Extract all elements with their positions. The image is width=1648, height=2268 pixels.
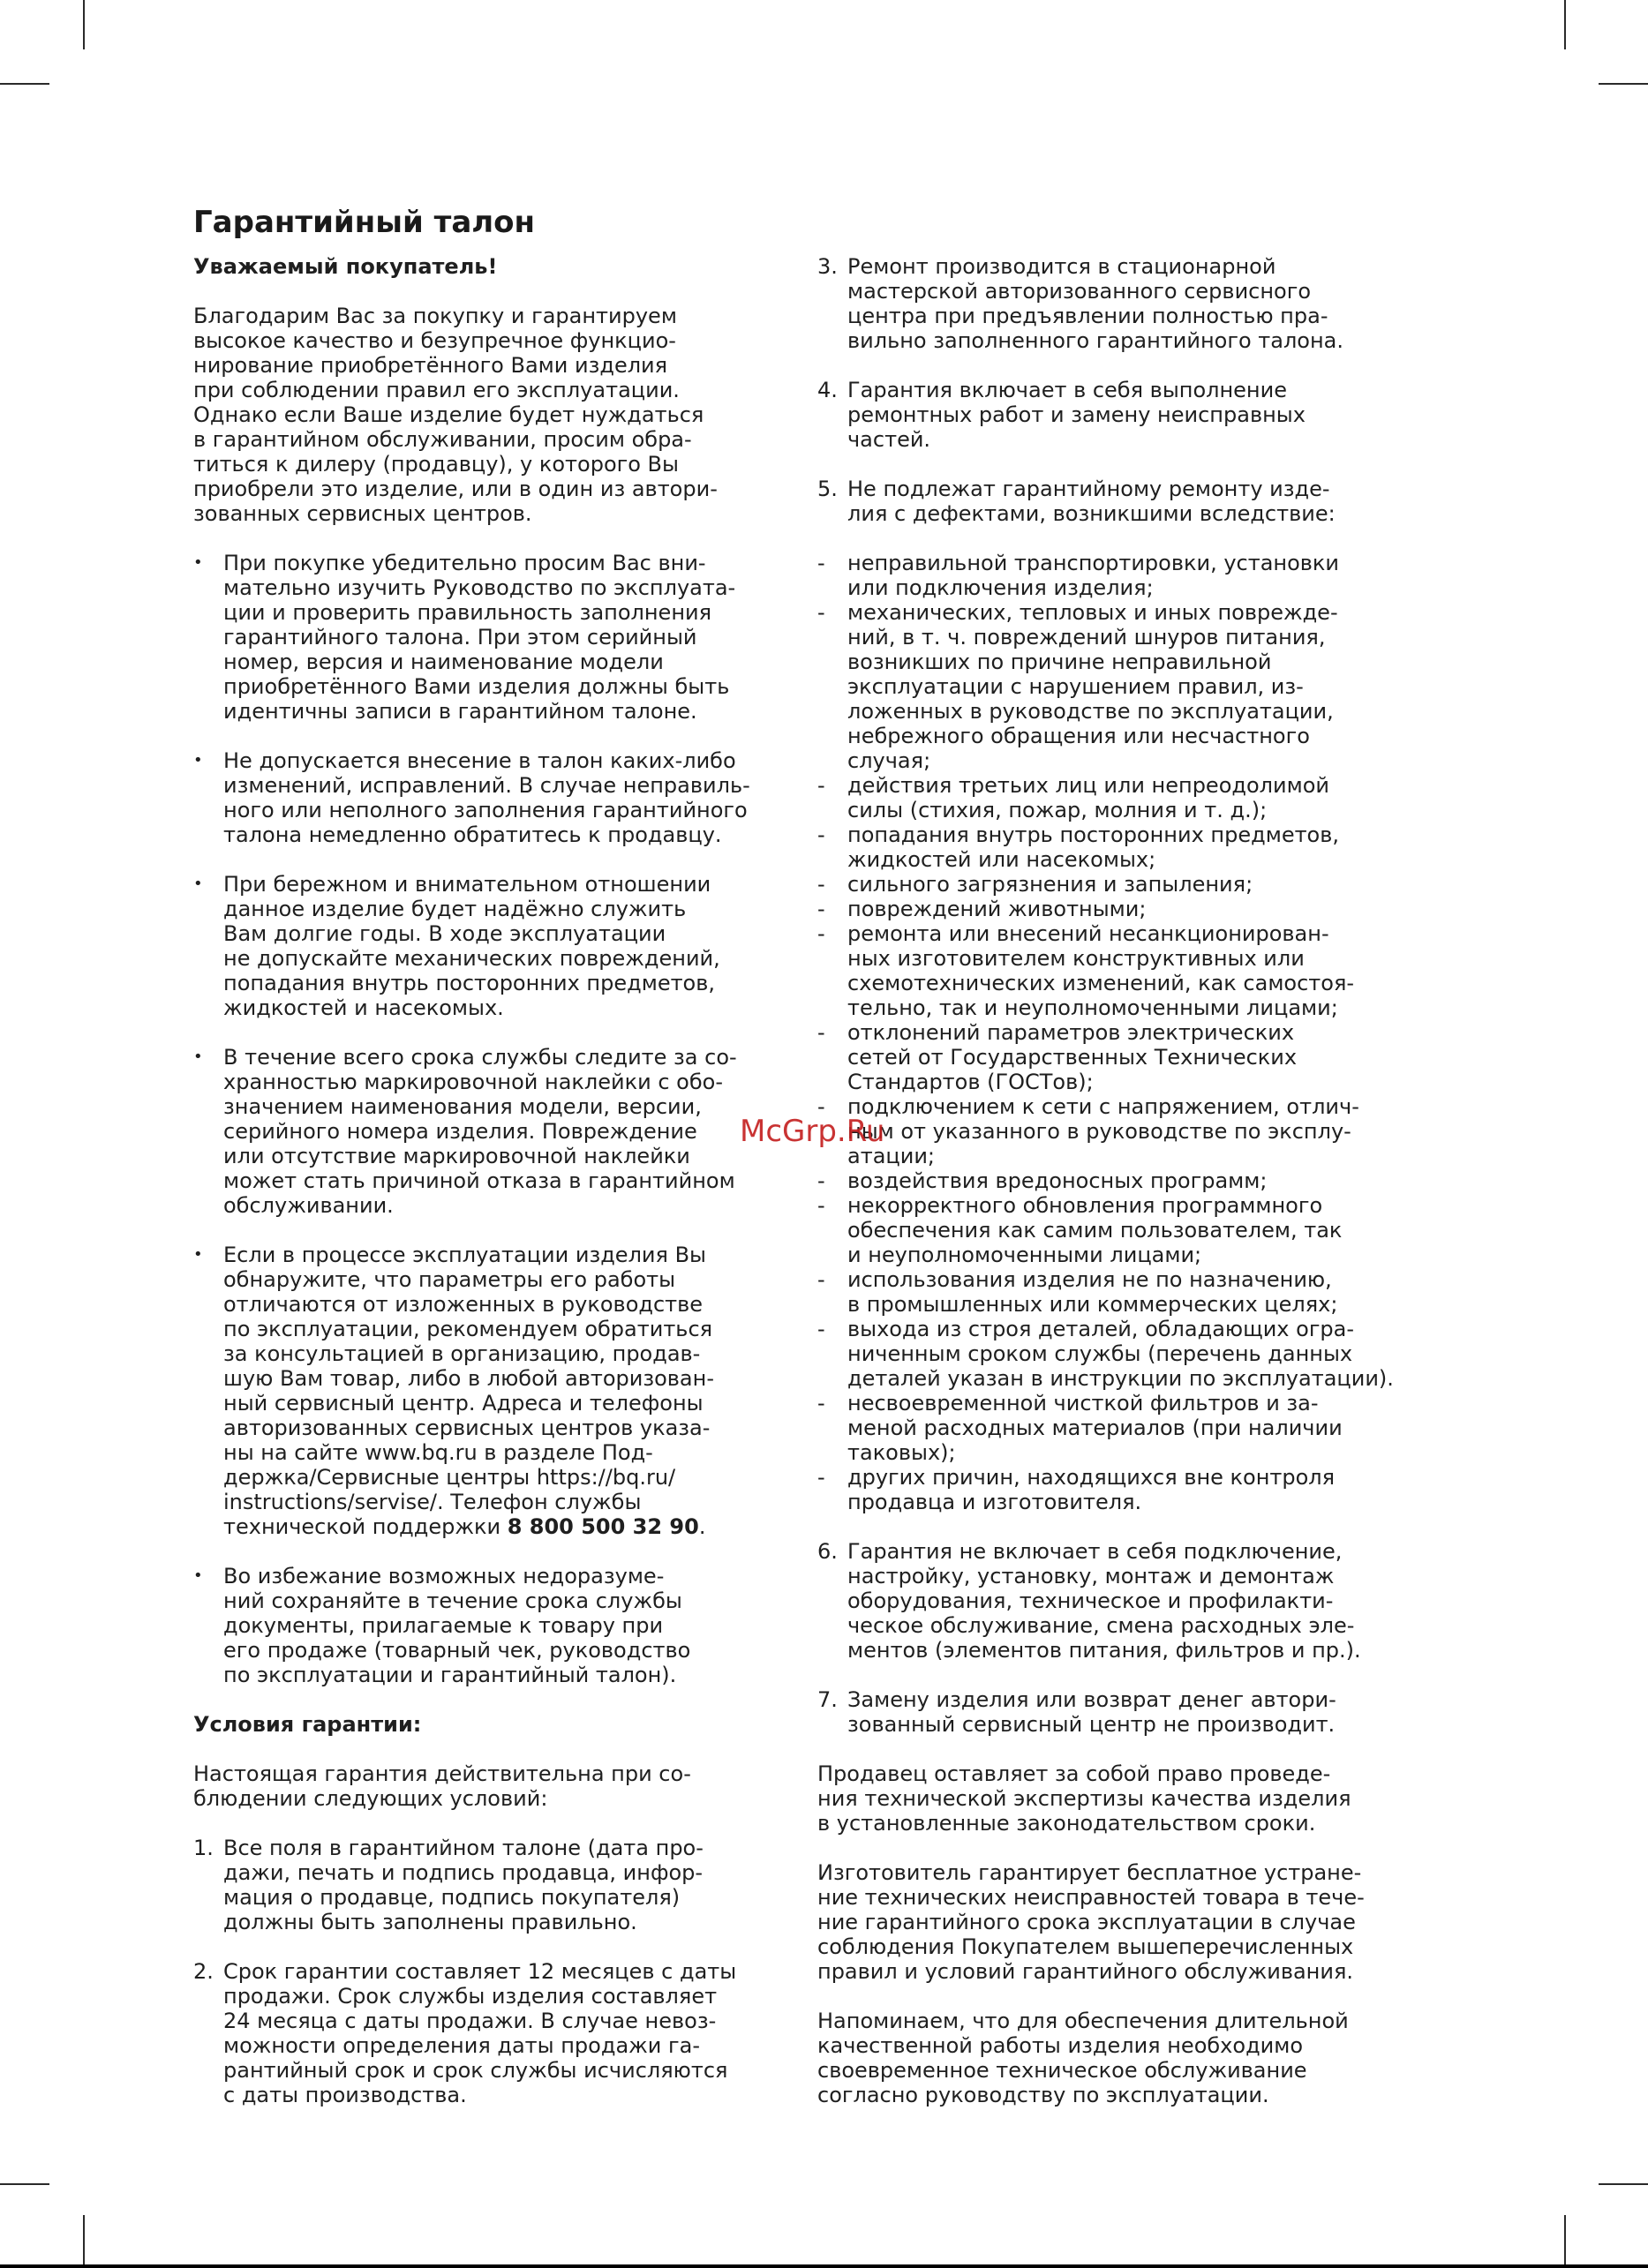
text-line: центра при предъявлении полностью пра- <box>847 304 1328 328</box>
text-line: своевременное техническое обслуживание <box>817 2058 1307 2083</box>
dash-text <box>847 551 1453 600</box>
text-line: мация о продавце, подпись покупателя) <box>223 1885 681 1910</box>
text-line: или отсутствие маркировочной наклейки <box>223 1144 690 1168</box>
text-line: изменений, исправлений. В случае неправиль- <box>223 773 750 798</box>
dash-text <box>847 1020 1453 1094</box>
dash-mark: - <box>817 921 825 946</box>
text-line: ложенных в руководстве по эксплуатации, <box>847 699 1334 724</box>
text-line: жидкостей и насекомых. <box>223 995 504 1020</box>
dash-mark: - <box>817 1094 825 1119</box>
crop-mark <box>83 2215 85 2264</box>
text-line: некорректного обновления программного <box>847 1193 1323 1218</box>
text-line: по эксплуатации и гарантийный талон). <box>223 1663 677 1687</box>
text-line: титься к дилеру (продавцу), у которого Вы <box>193 452 679 477</box>
text-line: таковых); <box>847 1440 956 1465</box>
dash-item <box>817 897 1453 921</box>
text-line: ние гарантийного срока эксплуатации в случае <box>817 1910 1356 1934</box>
dash-text <box>847 897 1453 921</box>
text-line: ние технических неисправностей товара в тече- <box>817 1885 1365 1910</box>
bullet-item <box>193 1564 811 1687</box>
text-line: ны на сайте www.bq.ru в разделе Под- <box>223 1440 653 1465</box>
dash-item <box>817 1465 1453 1514</box>
text-line: серийного номера изделия. Повреждение <box>223 1119 697 1144</box>
text-line: Ремонт производится в стационарной <box>847 254 1276 279</box>
dash-mark: - <box>817 551 825 575</box>
item-number: 6. <box>817 1539 838 1564</box>
text-line: или подключения изделия; <box>847 575 1154 600</box>
watermark: McGrp.Ru <box>740 1114 885 1149</box>
text-line: оборудования, техническое и профилакти- <box>847 1588 1334 1613</box>
dash-mark: - <box>817 1168 825 1193</box>
text-line: в промышленных или коммерческих целях; <box>847 1292 1338 1317</box>
text-line: обслуживании. <box>223 1193 394 1218</box>
text-line: ниченным сроком службы (перечень данных <box>847 1341 1353 1366</box>
text-line: качественной работы изделия необходимо <box>817 2033 1304 2058</box>
text-line: гарантийного талона. При этом серийный <box>223 625 697 650</box>
numbered-item <box>193 1959 811 2107</box>
text-line: держка/Сервисные центры https://bq.ru/ <box>223 1465 676 1490</box>
text-line: выхода из строя деталей, обладающих огра- <box>847 1317 1355 1341</box>
bullet-mark: • <box>193 1566 203 1585</box>
text-line: Во избежание возможных недоразуме- <box>223 1564 665 1588</box>
text-line: правил и условий гарантийного обслуживания. <box>817 1959 1354 1984</box>
bullet-item <box>193 872 811 1020</box>
text-line: других причин, находящихся вне контроля <box>847 1465 1336 1490</box>
text-line: использования изделия не по назначению, <box>847 1267 1332 1292</box>
bullet-item <box>193 748 811 847</box>
text-line: Срок гарантии составляет 12 месяцев с даты <box>223 1959 737 1984</box>
text-line: обеспечения как самим пользователем, так <box>847 1218 1343 1243</box>
dash-text <box>847 1094 1453 1168</box>
dash-text <box>847 600 1453 773</box>
numbered-item <box>817 1687 1453 1737</box>
text-line: эксплуатации с нарушением правил, из- <box>847 674 1304 699</box>
text-line: подключением к сети с напряжением, отлич- <box>847 1094 1359 1119</box>
text-line: случая; <box>847 748 931 773</box>
item-number: 5. <box>817 477 838 501</box>
dash-mark: - <box>817 822 825 847</box>
dash-text <box>847 1193 1453 1267</box>
bullet-item <box>193 1243 811 1539</box>
dash-list <box>817 551 1453 1514</box>
text-line: ментов (элементов питания, фильтров и пр.). <box>847 1638 1361 1663</box>
bullet-lines <box>223 1243 811 1514</box>
dash-item <box>817 1391 1453 1465</box>
item-number: 3. <box>817 254 838 279</box>
text-line: Напоминаем, что для обеспечения длительной <box>817 2009 1349 2033</box>
conditions-intro <box>193 1761 811 1811</box>
text-line: силы (стихия, пожар, молния и т. д.); <box>847 798 1268 822</box>
text-line: ремонтных работ и замену неисправных <box>847 402 1306 427</box>
item-number: 4. <box>817 378 838 402</box>
text-line: В течение всего срока службы следите за со- <box>223 1045 737 1070</box>
bullet-mark: • <box>193 553 203 572</box>
crop-mark <box>0 83 49 85</box>
text-line: повреждений животными; <box>847 897 1147 921</box>
text-line: Благодарим Вас за покупку и гарантируем <box>193 304 677 328</box>
numbered-item <box>817 254 1453 353</box>
dash-text <box>847 773 1453 822</box>
dash-text <box>847 822 1453 872</box>
text-line: Все поля в гарантийном талоне (дата про- <box>223 1836 704 1860</box>
text-line: возникших по причине неправильной <box>847 650 1272 674</box>
text-line: механических, тепловых и иных поврежде- <box>847 600 1338 625</box>
item-text <box>847 477 1453 526</box>
text-line: зованных сервисных центров. <box>193 501 532 526</box>
text-line: значением наименования модели, версии, <box>223 1094 702 1119</box>
text-line: Гарантия не включает в себя подключение, <box>847 1539 1343 1564</box>
bullet-mark: • <box>193 1048 203 1066</box>
dash-mark: - <box>817 773 825 798</box>
text-line: ции и проверить правильность заполнения <box>223 600 712 625</box>
text-line: сильного загрязнения и запыления; <box>847 872 1253 897</box>
text-line: ремонта или внесений несанкционирован- <box>847 921 1329 946</box>
text-line: Однако если Ваше изделие будет нуждаться <box>193 402 704 427</box>
text-line: ческое обслуживание, смена расходных эле- <box>847 1613 1355 1638</box>
bullet-text <box>223 551 811 724</box>
text-line: попадания внутрь посторонних предметов, <box>847 822 1340 847</box>
text-line: в гарантийном обслуживании, просим обра- <box>193 427 692 452</box>
support-suffix: . <box>698 1514 706 1539</box>
text-line: дажи, печать и подпись продавца, инфор- <box>223 1860 704 1885</box>
text-line: вильно заполненного гарантийного талона. <box>847 328 1344 353</box>
intro-paragraph <box>193 304 811 526</box>
text-line: по эксплуатации, рекомендуем обратиться <box>223 1317 713 1341</box>
numbered-item <box>817 477 1453 526</box>
text-line: Если в процессе эксплуатации изделия Вы <box>223 1243 706 1267</box>
text-line: соблюдения Покупателем вышеперечисленных <box>817 1934 1354 1959</box>
item-number: 2. <box>193 1959 214 1984</box>
text-line: Стандартов (ГОСТов); <box>847 1070 1094 1094</box>
bullet-text <box>223 1564 811 1687</box>
text-line: за консультацией в организацию, продав- <box>223 1341 701 1366</box>
support-line <box>223 1514 811 1539</box>
item-number: 7. <box>817 1687 838 1712</box>
bullet-text <box>223 1243 811 1539</box>
text-line: жидкостей или насекомых; <box>847 847 1156 872</box>
item-text <box>847 378 1453 452</box>
text-line: лия с дефектами, возникшими вследствие: <box>847 501 1336 526</box>
dash-mark: - <box>817 1267 825 1292</box>
dash-text <box>847 1168 1453 1193</box>
text-line: номер, версия и наименование модели <box>223 650 664 674</box>
dash-mark: - <box>817 1465 825 1490</box>
text-line: мастерской авторизованного сервисного <box>847 279 1312 304</box>
text-line: ных изготовителем конструктивных или <box>847 946 1305 971</box>
text-line: Вам долгие годы. В ходе эксплуатации <box>223 921 666 946</box>
crop-mark <box>1564 2215 1566 2264</box>
page-bottom-rule <box>0 2264 1648 2268</box>
text-line: высокое качество и безупречное функцио- <box>193 328 676 353</box>
crop-mark <box>1564 0 1566 49</box>
dash-text <box>847 1391 1453 1465</box>
item-text <box>847 1539 1453 1663</box>
dash-mark: - <box>817 1317 825 1341</box>
text-line: Изготовитель гарантирует бесплатное устране- <box>817 1860 1362 1885</box>
text-line: Продавец оставляет за собой право проведе- <box>817 1761 1331 1786</box>
support-phone: 8 800 500 32 90 <box>507 1514 699 1539</box>
item-text <box>223 1959 811 2107</box>
text-line: в установленные законодательством сроки. <box>817 1811 1316 1836</box>
dash-item <box>817 1193 1453 1267</box>
text-line: его продаже (товарный чек, руководство <box>223 1638 691 1663</box>
item-text <box>847 254 1453 353</box>
text-line: отличаются от изложенных в руководстве <box>223 1292 704 1317</box>
dash-item <box>817 921 1453 1020</box>
numbered-item <box>193 1836 811 1934</box>
text-line: отклонений параметров электрических <box>847 1020 1295 1045</box>
dash-text <box>847 1465 1453 1514</box>
crop-mark <box>83 0 85 49</box>
text-line: неправильной транспортировки, установки <box>847 551 1340 575</box>
text-line: настройку, установку, монтаж и демонтаж <box>847 1564 1335 1588</box>
text-line: сетей от Государственных Технических <box>847 1045 1298 1070</box>
bullet-mark: • <box>193 751 203 770</box>
manufacturer-guarantee-paragraph <box>817 1860 1453 1984</box>
left-column <box>193 254 811 2107</box>
text-line: зованный сервисный центр не производит. <box>847 1712 1336 1737</box>
crop-mark <box>1599 83 1648 85</box>
dash-item <box>817 1267 1453 1317</box>
dash-mark: - <box>817 1020 825 1045</box>
text-line: авторизованных сервисных центров указа- <box>223 1416 711 1440</box>
text-line: Гарантия включает в себя выполнение <box>847 378 1287 402</box>
text-line: попадания внутрь посторонних предметов, <box>223 971 716 995</box>
bullet-mark: • <box>193 875 203 893</box>
text-line: ний, в т. ч. повреждений шнуров питания, <box>847 625 1326 650</box>
bullet-item <box>193 1045 811 1218</box>
text-line: талона немедленно обратитесь к продавцу. <box>223 822 722 847</box>
text-line: ния технической экспертизы качества изделия <box>817 1786 1351 1811</box>
right-column <box>817 254 1453 2107</box>
dash-item <box>817 1094 1453 1168</box>
dash-item <box>817 600 1453 773</box>
bullet-mark: • <box>193 1245 203 1264</box>
text-line: ний сохраняйте в течение срока службы <box>223 1588 682 1613</box>
conditions-heading: Условия гарантии: <box>193 1712 422 1737</box>
dash-item <box>817 551 1453 600</box>
text-line: Настоящая гарантия действительна при со- <box>193 1761 691 1786</box>
text-line: небрежного обращения или несчастного <box>847 724 1310 748</box>
text-line: продавца и изготовителя. <box>847 1490 1142 1514</box>
dash-text <box>847 1317 1453 1391</box>
text-line: действия третьих лиц или непреодолимой <box>847 773 1329 798</box>
text-line: может стать причиной отказа в гарантийном <box>223 1168 735 1193</box>
text-line: деталей указан в инструкции по эксплуатации). <box>847 1366 1394 1391</box>
text-line: данное изделие будет надёжно служить <box>223 897 687 921</box>
support-label: технической поддержки <box>223 1514 508 1539</box>
bullet-text <box>223 872 811 1020</box>
maintenance-reminder-paragraph <box>817 2009 1453 2107</box>
dash-text <box>847 872 1453 897</box>
text-line: Не допускается внесение в талон каких-либо <box>223 748 736 773</box>
numbered-item <box>817 1539 1453 1663</box>
greeting: Уважаемый покупатель! <box>193 254 498 279</box>
text-line: ный сервисный центр. Адреса и телефоны <box>223 1391 704 1416</box>
dash-item <box>817 822 1453 872</box>
text-line: несвоевременной чисткой фильтров и за- <box>847 1391 1319 1416</box>
text-line: меной расходных материалов (при наличии <box>847 1416 1343 1440</box>
text-line: документы, прилагаемые к товару при <box>223 1613 664 1638</box>
numbered-item <box>817 378 1453 452</box>
text-line: частей. <box>847 427 931 452</box>
text-line: При бережном и внимательном отношении <box>223 872 711 897</box>
item-number: 1. <box>193 1836 214 1860</box>
text-line: схемотехнических изменений, как самостоя- <box>847 971 1355 995</box>
text-line: При покупке убедительно просим Вас вни- <box>223 551 706 575</box>
text-line: не допускайте механических повреждений, <box>223 946 720 971</box>
text-line: воздействия вредоносных программ; <box>847 1168 1268 1193</box>
text-line: instructions/servise/. Телефон службы <box>223 1490 642 1514</box>
page-title: Гарантийный талон <box>193 205 536 240</box>
text-line: тельно, так и неуполномоченными лицами; <box>847 995 1338 1020</box>
text-line: и неуполномоченными лицами; <box>847 1243 1202 1267</box>
dash-item <box>817 872 1453 897</box>
text-line: при соблюдении правил его эксплуатации. <box>193 378 680 402</box>
text-line: согласно руководству по эксплуатации. <box>817 2083 1269 2107</box>
crop-mark <box>1599 2183 1648 2185</box>
text-line: должны быть заполнены правильно. <box>223 1910 637 1934</box>
text-line: можности определения даты продажи га- <box>223 2033 700 2058</box>
text-line: хранностью маркировочной наклейки с обо- <box>223 1070 724 1094</box>
bullet-text <box>223 1045 811 1218</box>
text-line: ным от указанного в руководстве по эксплу- <box>847 1119 1351 1144</box>
dash-mark: - <box>817 600 825 625</box>
text-line: нирование приобретённого Вами изделия <box>193 353 668 378</box>
text-line: рантийный срок и срок службы исчисляются <box>223 2058 728 2083</box>
item-text <box>847 1687 1453 1737</box>
item-text <box>223 1836 811 1934</box>
text-line: шую Вам товар, либо в любой авторизован- <box>223 1366 714 1391</box>
dash-mark: - <box>817 872 825 897</box>
text-line: с даты производства. <box>223 2083 467 2107</box>
dash-item <box>817 1168 1453 1193</box>
text-line: приобретённого Вами изделия должны быть <box>223 674 730 699</box>
bullet-text <box>223 748 811 847</box>
seller-rights-paragraph <box>817 1761 1453 1836</box>
text-line: Не подлежат гарантийному ремонту изде- <box>847 477 1330 501</box>
text-line: ного или неполного заполнения гарантийного <box>223 798 748 822</box>
dash-mark: - <box>817 1391 825 1416</box>
dash-text <box>847 1267 1453 1317</box>
text-line: атации; <box>847 1144 936 1168</box>
text-line: идентичны записи в гарантийном талоне. <box>223 699 697 724</box>
dash-item <box>817 773 1453 822</box>
dash-item <box>817 1317 1453 1391</box>
dash-mark: - <box>817 1193 825 1218</box>
dash-mark: - <box>817 897 825 921</box>
bullet-item <box>193 551 811 724</box>
text-line: мательно изучить Руководство по эксплуата- <box>223 575 736 600</box>
text-line: обнаружите, что параметры его работы <box>223 1267 676 1292</box>
crop-mark <box>0 2183 49 2185</box>
dash-text <box>847 921 1453 1020</box>
text-line: Замену изделия или возврат денег автори- <box>847 1687 1336 1712</box>
text-line: приобрели это изделие, или в один из автори- <box>193 477 718 501</box>
dash-item <box>817 1020 1453 1094</box>
text-line: блюдении следующих условий: <box>193 1786 548 1811</box>
text-line: продажи. Срок службы изделия составляет <box>223 1984 718 2009</box>
text-line: 24 месяца с даты продажи. В случае невоз- <box>223 2009 717 2033</box>
